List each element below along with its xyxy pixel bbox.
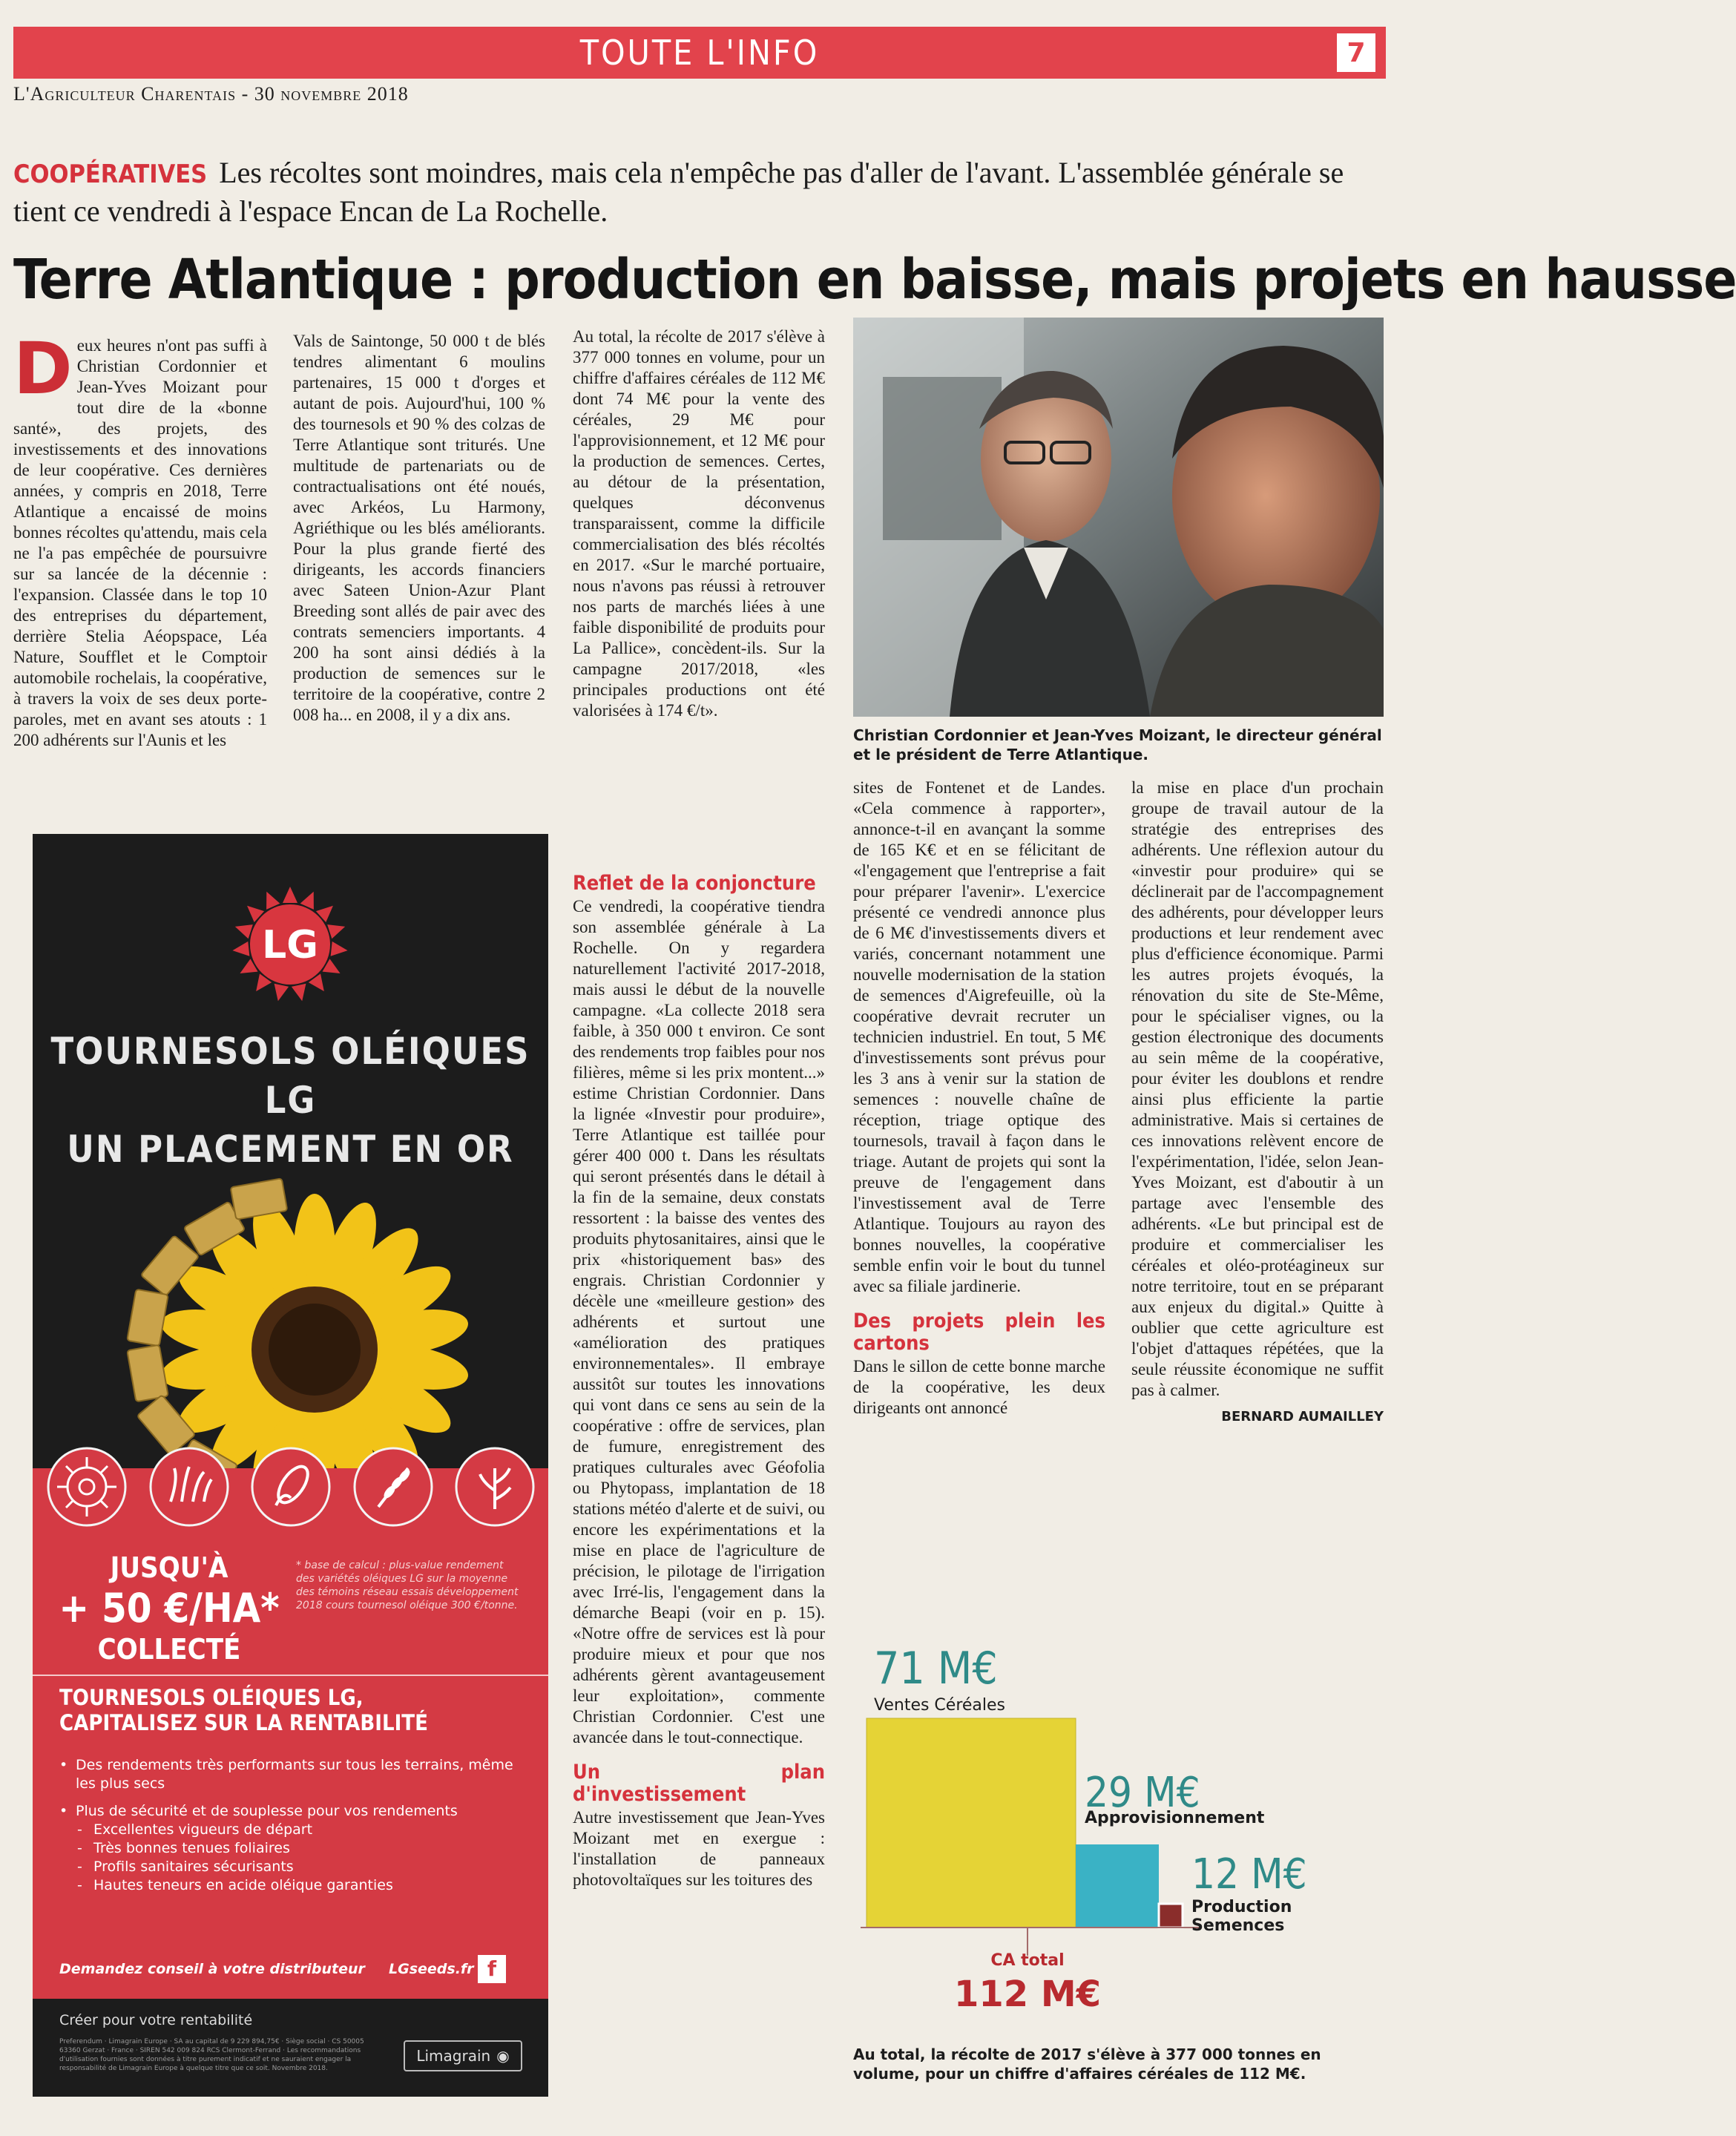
offer-amount: + 50 €/HA* xyxy=(59,1585,280,1631)
sunflower-icon xyxy=(46,1446,128,1528)
dash-icon: - xyxy=(77,1840,82,1856)
dash-icon: - xyxy=(77,1821,82,1838)
ad-tagline: Créer pour votre rentabilité xyxy=(59,2012,253,2028)
offer-line-1: JUSQU'À xyxy=(110,1551,228,1584)
crop-icon-row xyxy=(46,1446,536,1528)
ad-offer-panel xyxy=(33,1468,548,1999)
article-column-3-continued xyxy=(573,873,825,1890)
author-signature: BERNARD AUMAILLEY xyxy=(1221,1409,1384,1424)
dash-icon: - xyxy=(77,1859,82,1875)
sub-heading xyxy=(59,1685,534,1735)
bullet-icon: • xyxy=(59,1803,68,1819)
kicker-text: Les récoltes sont moindres, mais cela n'empêche pas d'aller de l'avant. L'assemblée générale se tient ce vendredi à l'espace Encan de La Rochelle. xyxy=(13,156,1344,228)
bullet-icon: • xyxy=(59,1757,68,1773)
ad-title-line-2: UN PLACEMENT EN OR xyxy=(67,1128,514,1171)
subhead-projets: Des projets plein les cartons xyxy=(853,1309,1105,1355)
semences-value: 12 M€ xyxy=(1191,1850,1307,1899)
advertisement xyxy=(33,834,548,2097)
article-column-5 xyxy=(1131,778,1384,1427)
ventes-label: Ventes Céréales xyxy=(874,1696,1006,1715)
wheat-icon xyxy=(352,1446,434,1528)
chart-square-appro xyxy=(1076,1844,1159,1928)
plan-text: Autre investissement que Jean-Yves Moizant met en exergue : l'installation de panneaux photovoltaïques sur les toitures des xyxy=(573,1808,825,1889)
reflet-text: Ce vendredi, la coopérative tiendra son assemblée générale à La Rochelle. On y regardera naturellement l'activité 2017-2018, mais aussi le début de la nouvelle campagne. «La collecte 2018 sera faible, à 350 000 t environ. Ce sont des rendements trop faibles pour nos filières, même si les prix montent...» estime Christian Cordonnier. Dans la lignée «Investir pour produire», Terre Atlantique est taillée pour gérer 400 000 t. Dans les résultats qui seront présentés dans le détail à la fin de la semaine, deux constats ressortent : la baisse des ventes des produits phytosanitaires, ainsi que le prix «historiquement bas» des engrais. Christian Cordonnier y décèle une «meilleure gestion» des adhérents et surtout une «amélioration des pratiques environnementales». Il embraye aussitôt sur toutes les innovations qui vont dans ce sens au sein de la coopérative : offre de services, plan de fumure, enregistrement des pratiques culturales avec Géofolia ou Phytopass, implantation de 18 stations météo d'alerte et de suivi, ou encore les expérimentations et la mise en place de l'agriculture de précision, le pilotage de l'irrigation avec Irré-lis, l'engagement dans la démarche Beapi (voir en p. 15). «Notre offre de services est là pour produire mieux et pour que nos adhérents gèrent avantageusement leur exploitation», commente Christian Cordonnier. C'est une avancée dans le tout-connectique. xyxy=(573,897,825,1746)
sub-heading-2: CAPITALISEZ SUR LA RENTABILITÉ xyxy=(59,1710,428,1735)
corn-icon xyxy=(250,1446,332,1528)
ad-title xyxy=(33,1027,548,1174)
ad-legal: Preferendum · Limagrain Europe · SA au capital de 9 229 894,75€ · Siège social · CS 50005 63360 Gerzat · France · SIREN 542 009 824 RCS Clermont-Ferrand · Les recommandations d'utilisation fournies sont données à titre purement indicatif et ne sauraient engager la responsabilité de Limagrain Europe à quelque titre que ce soit. Novembre 2018. xyxy=(59,2038,364,2072)
offer-block xyxy=(58,1550,280,1667)
benefit-list xyxy=(59,1756,519,1895)
section-header xyxy=(13,27,1386,79)
sub-benefit-item: - Hautes teneurs en acide oléique garanties xyxy=(77,1877,393,1893)
ad-title-line-1: TOURNESOLS OLÉIQUES LG xyxy=(50,1030,530,1122)
article-photo xyxy=(853,318,1384,717)
appro-label: Approvisionnement xyxy=(1085,1809,1265,1827)
sub-heading-1: TOURNESOLS OLÉIQUES LG, xyxy=(59,1685,364,1710)
column-5-text: la mise en place d'un prochain groupe de travail autour de la stratégie des entreprises des adhérents. Une réflexion autour du «investir pour produire» qui se déclinerait par de l'accompagnement des adhérents, pour développer leurs productions et leur rendement avec plus d'efficience économique. Parmi les autres projets évoqués, la rénovation du site de Ste-Même, pour le spécialiser vignes, ou la gestion électronique des documents au sein même de la coopérative, pour éviter les doublons et rendre ainsi plus efficiente la partie administrative. Mais si certaines de ces innovations relèvent encore de l'expérimentation, l'idée, selon Jean-Yves Moizant, est d'aboutir à un partage avec l'ensemble des adhérents. «Le but principal est de produire et commercialiser les céréales et oléo-protéagineux sur notre territoire, tout en se préparant aux enjeux du digital.» Quitte à oublier que cette agriculture est l'objet d'attaques répétées, que la seule réussite économique ne suffit pas à calmer. xyxy=(1131,778,1384,1399)
grass-icon xyxy=(148,1446,230,1528)
benefit-item: • Des rendements très performants sur tous les terrains, même les plus secs xyxy=(59,1757,513,1792)
benefit-item: • Plus de sécurité et de souplesse pour vos rendements xyxy=(59,1803,458,1819)
page-number: 7 xyxy=(1337,33,1375,72)
column-1-text: eux heures n'ont pas suffi à Christian Cordonnier et Jean-Yves Moizant pour tout dire de la «bonne santé», des projets, des investissements et des innovations de leur coopérative. Ces dernières années, y compris en 2018, Terre Atlantique a encaissé de moins bonnes récoltes qu'attendu, mais cela ne l'a pas empêchée de poursuivre sur sa lancée de la décennie : l'expansion. Classée dans le top 10 des entreprises du département, derrière Stelia Aéopspace, Léa Nature, Soufflet et le Comptoir automobile rochelais, la coopérative, à travers la voix de ses deux porte-paroles, met en avant ses atouts : 1 200 adhérents sur l'Aunis et les xyxy=(13,336,267,749)
offer-line-3: COLLECTÉ xyxy=(97,1633,241,1666)
sub-benefit-item: - Profils sanitaires sécurisants xyxy=(77,1859,294,1875)
revenue-chart xyxy=(853,1632,1384,2048)
section-title: TOUTE L'INFO xyxy=(579,33,820,73)
kicker xyxy=(13,154,1386,230)
limagrain-logo xyxy=(404,2040,522,2071)
ventes-value: 71 M€ xyxy=(874,1643,998,1695)
article-column-3: Au total, la récolte de 2017 s'élève à 377 000 tonnes en volume, pour un chiffre d'affaires céréales de 112 M€ dont 74 M€ pour la vente des céréales, 29 M€ pour l'approvisionnement, et 12 M€ pour la production de semences. Certes, au détour de la présentation, quelques déconvenus transparaissent, comme la difficile commercialisation des blés récoltés en 2017. «Sur le marché portuaire, nous n'avons pas réussi à retrouver nos parts de marchés liées à une faible disponibilité de produits pour La Pallice», concèdent-ils. Sur la campagne 2017/2018, «les principales productions ont été valorisées à 174 €/t». xyxy=(573,327,825,720)
photo-illustration xyxy=(853,318,1384,717)
dash-icon: - xyxy=(77,1877,82,1893)
drop-cap: D xyxy=(13,327,73,410)
total-value: 112 M€ xyxy=(953,1974,1102,2015)
ad-website-link[interactable]: LGseeds.fr xyxy=(389,1961,474,1977)
limagrain-brand: Limagrain xyxy=(416,2047,491,2065)
chart-square-semences xyxy=(1159,1904,1183,1928)
subhead-reflet: Reflet de la conjoncture xyxy=(573,872,816,895)
ad-footer xyxy=(33,1999,548,2097)
revenue-infographic xyxy=(853,1632,1384,2048)
sub-benefit-item: - Très bonnes tenues foliaires xyxy=(77,1840,290,1856)
facebook-icon[interactable]: f xyxy=(478,1955,506,1983)
kicker-tag: COOPÉRATIVES xyxy=(13,160,208,189)
appro-value: 29 M€ xyxy=(1085,1769,1200,1817)
article-column-1 xyxy=(13,327,267,751)
article-column-2: Vals de Saintonge, 50 000 t de blés tendres alimentant 6 moulins partenaires, 15 000 t d'orges et autant de pois. Aujourd'hui, 100 % des tournesols et 90 % des colzas de Terre Atlantique sont triturés. Une multitude de partenariats ou de contractualisations ont été noués, avec Arkéos, Lu Harmony, Agriéthique ou les blés améliorants. Pour la plus grande fierté des dirigeants, les accords financiers avec Sateen Union-Azur Plant Breeding sont allés de pair avec des contrats semenciers importants. 4 200 ha sont ainsi dédiés à la production de semences sur le territoire de la coopérative, contre 2 008 ha... en 2008, il y a dix ans. xyxy=(293,332,545,724)
infographic-caption: Au total, la récolte de 2017 s'élève à 377 000 tonnes en volume, pour un chiffre d'affaires céréales de 112 M€. xyxy=(853,2045,1321,2083)
sub-benefit-item: - Excellentes vigueurs de départ xyxy=(77,1821,313,1838)
lg-logo-text: LG xyxy=(262,923,318,967)
total-label: CA total xyxy=(990,1951,1065,1970)
photo-caption: Christian Cordonnier et Jean-Yves Moizant, le directeur général et le président de Terre Atlantique. xyxy=(853,726,1382,763)
ad-cta: Demandez conseil à votre distributeur xyxy=(59,1961,365,1977)
limagrain-icon: ◉ xyxy=(496,2047,510,2065)
offer-divider xyxy=(33,1675,548,1676)
semences-label: Production Semences xyxy=(1191,1898,1292,1935)
plant-icon xyxy=(454,1446,536,1528)
chart-square-ventes xyxy=(867,1718,1076,1928)
article-headline: Terre Atlantique : production en baisse, mais projets en hausse xyxy=(13,248,1736,312)
offer-footnote: * base de calcul : plus-value rendement des variétés oléiques LG sur la moyenne des témoins réseau essais développement 2018 cours tournesol oléique 300 €/tonne. xyxy=(296,1560,519,1611)
subhead-plan: Un plan d'investissement xyxy=(573,1761,825,1806)
article-column-4 xyxy=(853,778,1105,1419)
publication-line: L'Agriculteur Charentais - 30 novembre 2018 xyxy=(13,83,409,105)
column-4-text: sites de Fontenet et de Landes. «Cela commence à rapporter», annonce-t-il en avançant la somme de 165 K€ et en se félicitant de «l'engagement que l'entreprise a fait pour préparer l'avenir». L'exercice présenté ce vendredi annonce plus de 6 M€ d'investissements divers et variés, concernant notamment une nouvelle modernisation de la station de semences d'Aigrefeuille, où la coopérative devrait recruter un technicien industriel. En tout, 5 M€ d'investissements sont prévus pour les 3 ans à venir sur la station de semences : nouvelle chaîne de réception, triage optique des tournesols, travail à façon dans le triage. Autant de projets qui sont la preuve de l'engagement dans l'investissement aval de Terre Atlantique. Toujours au rayon des bonnes nouvelles, la coopérative semble enfin voir le bout du tunnel avec sa filiale jardinerie. xyxy=(853,778,1105,1295)
projets-text: Dans le sillon de cette bonne marche de la coopérative, les deux dirigeants ont annoncé xyxy=(853,1357,1105,1417)
